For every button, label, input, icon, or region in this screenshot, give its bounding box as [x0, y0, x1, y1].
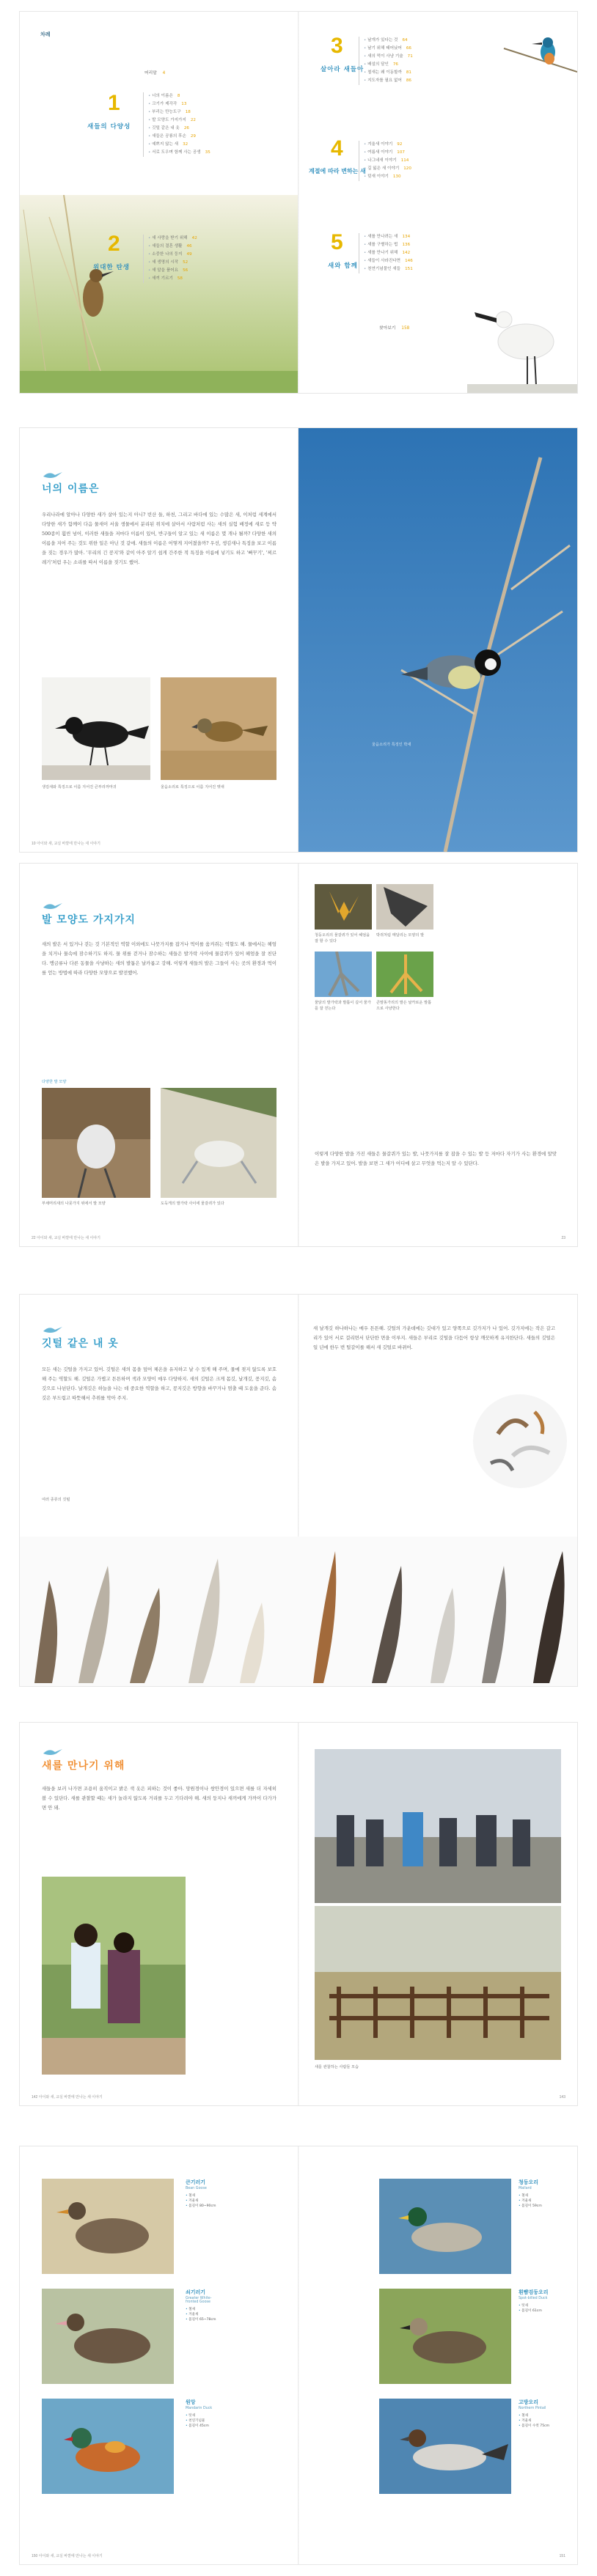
bean-goose-photo: [42, 2179, 174, 2274]
toc-item-page: 136: [402, 243, 411, 247]
species-info: • 철새: [186, 2307, 218, 2312]
toc-item-page: 35: [205, 150, 210, 155]
mallard-photo: [379, 2179, 511, 2274]
toc-item[interactable]: [148, 243, 197, 251]
toc-item-page: 92: [397, 142, 403, 147]
fence-field-photo: [315, 1906, 561, 2060]
crow-photo: [42, 677, 150, 780]
toc-right-page: [298, 12, 577, 393]
toc-item-page: 64: [402, 38, 408, 43]
toc-section-5-number: 5: [331, 230, 343, 254]
toc-item-title: 나그네새 이야기: [367, 158, 397, 163]
white-fronted-goose-photo: [42, 2289, 174, 2384]
species-english: Mandarin Duck: [186, 2407, 213, 2410]
toc-item[interactable]: [148, 267, 197, 275]
toc-item-page: 151: [405, 267, 413, 271]
heron-feet-photo: [42, 1088, 150, 1198]
toc-item-page: 58: [177, 276, 183, 281]
meet-left-page: [20, 1723, 298, 2105]
species-info: • 텃새: [186, 2413, 218, 2418]
name-right-page: [298, 428, 577, 852]
name-spread: [20, 428, 577, 852]
toc-item[interactable]: [148, 275, 197, 283]
hanging-foot-caption: 박쥐처럼 매달리는 모양의 발: [376, 933, 425, 938]
chapter-title: 발 모양도 가지가지: [42, 914, 136, 926]
webbed-foot-caption: 청둥오리의 물갈퀴가 있어 헤엄을 잘 할 수 있다: [315, 933, 370, 943]
chapter-title: 깃털 같은 내 옷: [42, 1338, 119, 1350]
species-info: • 몸길이 59cm: [519, 2204, 551, 2209]
crow-caption: 생김새와 특징으로 이름 지어진 큰부리까마귀: [42, 785, 117, 790]
toc-section-1-title: 새들의 다양성: [87, 123, 131, 130]
bird-logo-icon: [42, 1324, 64, 1334]
crab-photo: [161, 1088, 276, 1198]
toc-item-title: 지도자를 필요 없어: [367, 78, 402, 83]
toc-item-title: 날기 위해 태어났어: [367, 46, 402, 51]
toc-item[interactable]: [364, 157, 411, 165]
toc-item-title: 새 사랑을 받기 위해: [152, 236, 188, 240]
hanging-foot-photo: [376, 884, 433, 930]
toc-item-title: 날개가 있다는 것: [367, 38, 398, 43]
page-number-right: 151: [559, 2554, 565, 2558]
page-number-right: 143: [559, 2095, 565, 2100]
folio-number: 142: [32, 2095, 38, 2100]
toc-index[interactable]: [379, 324, 409, 331]
page-number-left: [32, 1235, 100, 1240]
toc-item-title: 새를 만나려는 새: [367, 235, 398, 239]
toc-item-page: 46: [186, 244, 192, 249]
mandarin-duck-photo: [42, 2399, 174, 2494]
toc-item-page: 56: [183, 268, 188, 273]
heron-feet-caption: 부채머리새의 나뭇가지 위에서 발 모양: [42, 1201, 106, 1206]
bird-logo-icon: [42, 469, 64, 479]
species-info: • 겨울새: [519, 2418, 551, 2424]
toc-section-3-title: 살아라 새들아: [321, 66, 365, 73]
toc-item-title: 여름새 이야기: [367, 150, 393, 155]
folio-number: 150: [32, 2554, 38, 2558]
toc-item[interactable]: [364, 45, 413, 53]
toc-item[interactable]: [364, 241, 413, 249]
toc-item[interactable]: [148, 235, 197, 243]
toc-item-title: 새를 만나기 위해: [367, 251, 398, 255]
toc-item-title: 새들의 결혼 생활: [152, 244, 183, 249]
page-number-right: 23: [561, 1236, 565, 1240]
species-english: Greater White-fronted Goose: [186, 2297, 212, 2304]
toc-item-page: 120: [403, 166, 411, 171]
great-tit-photo: [298, 428, 577, 852]
toc-item[interactable]: [364, 77, 413, 85]
toc-item[interactable]: [364, 53, 413, 61]
toc-item-title: 발 모양도 가지가지: [152, 118, 186, 122]
toc-section-1-number: 1: [108, 91, 120, 115]
coot-foot-caption: 물닭의 발가락과 발톱이 길어 물가를 잘 걷는다: [315, 1001, 371, 1011]
feather-circle-photo: [469, 1383, 571, 1500]
toc-item[interactable]: [364, 37, 413, 45]
name-left-page: [20, 428, 298, 852]
toc-section-1-list: [143, 92, 210, 157]
toc-left-page: [20, 12, 298, 393]
species-card: [519, 2399, 551, 2429]
toc-item-title: 겨울새 이야기: [367, 142, 393, 147]
page-number-left: [32, 841, 100, 846]
species-card: [519, 2289, 551, 2314]
species-info: • 텃새: [519, 2303, 551, 2308]
great-tit-caption: 울음소리가 특징인 박새: [372, 743, 411, 747]
toc-item-title: 새끼 기르기: [152, 276, 173, 281]
species-info: • 철새: [186, 2193, 218, 2198]
running-title: 아이와 새, 교실 바깥에 만나는 새 이야기: [36, 842, 100, 846]
toc-item-title: 철새는 왜 이동할까: [367, 70, 402, 75]
feather-strip-photo: [20, 1537, 577, 1686]
toc-item-page: 29: [190, 134, 196, 139]
toc-section-4-title: 계절에 따라 변하는 새: [309, 168, 366, 174]
page-number-left: [32, 2553, 103, 2558]
buzzard-foot-caption: 큰말똥가리의 발은 날카로운 발톱으로 사냥한다: [376, 1001, 432, 1011]
species-info: • 몸길이 45cm: [186, 2424, 218, 2429]
toc-item-page: 66: [406, 46, 411, 51]
toc-item-title: 크기가 제각각: [152, 102, 177, 106]
toc-item-page: 114: [400, 158, 409, 163]
toc-item-title: 새의 먹이 사냥 기술: [367, 54, 403, 59]
species-english: Bean Goose: [186, 2187, 207, 2190]
folio-number: 22: [32, 1236, 36, 1240]
toc-item[interactable]: [364, 69, 413, 77]
meet-right-page: [298, 1723, 577, 2105]
toc-item-title: 길 잃은 새 이야기: [367, 166, 400, 171]
toc-item[interactable]: [148, 108, 210, 117]
toc-item-page: 52: [183, 260, 188, 265]
body-text: 모든 새는 깃털을 가지고 있어. 깃털은 새의 몸을 덮어 체온을 유지하고 날 수 있게 해 주며, 물에 젖지 않도록 보호해 주는 역할도 해. 깃털은 가볍고 튼튼하며 색과 모양이 매우 다양하지. 새의 깃털은 크게 몸깃, 날개깃, 꽁지깃, 솜깃으로 나뉜단다. 날개깃은 하늘을 나는 데 중요한 역할을 하고, 꽁지깃은 방향을 바꾸거나 멈출 때 도움을 준다. 솜깃은 부드럽고 따뜻해서 추위를 막아 주지.: [42, 1366, 276, 1401]
toc-item[interactable]: [364, 257, 413, 265]
toc-item-title: 너의 이름은: [152, 94, 173, 98]
coot-foot-photo: [315, 952, 372, 997]
species-name: 원앙: [186, 2399, 196, 2405]
toc-item-page: 18: [185, 110, 191, 114]
running-title: 아이와 새, 교실 바깥에 만나는 새 이야기: [38, 2095, 103, 2100]
body-text-right: 새 날개깃 하나하나는 매우 튼튼해. 깃털의 가운데에는 깃대가 있고 양쪽으로 깃가지가 나 있어. 깃가지에는 작은 갈고리가 있어 서로 걸리면서 단단한 면을 이루지. 새들은 부리로 깃털을 다듬어 항상 깨끗하게 유지한단다. 새들의 깃털은 일 년에 한두 번 털갈이를 해서 새 깃털로 바뀌어.: [313, 1325, 555, 1350]
body-text: 새의 발은 서 있거나 걷는 것 기본적인 역할 이외에도 나뭇가지를 잡거나 먹이를 움켜쥐는 역할도 해. 물에서는 헤엄을 치거나 물속에 잠수하기도 하지. 물 위를 걷거나 잠수하는 새들은 발가락 사이에 물갈퀴가 있어 헤엄을 잘 친단다. 맹금류나 다른 동물을 사냥하는 새의 발톱은 날카롭고 강해. 이렇게 새들의 발은 그들이 사는 곳의 환경과 먹이를 얻는 방법에 따라 다양한 모양으로 발전했어.: [42, 941, 276, 976]
toc-item-title: 부리는 만능도구: [152, 110, 181, 114]
species-info: • 철새: [519, 2193, 551, 2198]
species-info: • 철새: [519, 2413, 551, 2418]
toc-item[interactable]: [364, 265, 413, 273]
toc-label: 차례: [40, 32, 51, 37]
toc-spread: [20, 12, 577, 393]
webbed-foot-photo: [315, 884, 372, 930]
species-info: • 겨울새: [186, 2198, 218, 2204]
toc-item-title: 천연기념물인 새들: [367, 267, 401, 271]
toc-item-page: 146: [405, 259, 413, 263]
species-name: 쇠기러기: [186, 2289, 206, 2295]
feet-spread: [20, 864, 577, 1246]
feather-caption: 여러 종류의 깃털: [42, 1498, 70, 1502]
feather-spread: [20, 1295, 577, 1686]
toc-intro-page: 4: [162, 71, 166, 76]
toc-item[interactable]: [364, 173, 411, 181]
toc-section-4-number: 4: [331, 136, 343, 161]
species-info: • 몸길이 80~90cm: [186, 2204, 218, 2209]
toc-section-5-title: 새와 함께: [328, 262, 358, 270]
toc-item[interactable]: [148, 125, 210, 133]
species-name: 흰뺨검둥오리: [519, 2289, 549, 2295]
chapter-title: 너의 이름은: [42, 483, 100, 495]
species-name: 고방오리: [519, 2399, 539, 2405]
toc-section-5-list: [359, 233, 413, 273]
toc-item-page: 13: [181, 102, 187, 106]
species-english: Mallard: [519, 2187, 532, 2190]
toc-intro[interactable]: [144, 69, 165, 76]
feet-left-page: [20, 864, 298, 1246]
meet-spread: [20, 1723, 577, 2105]
toc-item-page: 32: [183, 142, 188, 147]
toc-item[interactable]: [364, 233, 413, 241]
crab-caption: 도둑게의 발가락 사이에 물갈퀴가 있다: [161, 1201, 224, 1206]
toc-item-page: 107: [397, 150, 405, 155]
toc-item-title: 서로 도우며 함께 사는 공생: [152, 150, 201, 155]
species-english: Northern Pintail: [519, 2407, 546, 2410]
birdwatchers-caption: 새를 관찰하는 사람들 모습: [315, 2065, 359, 2069]
toc-index-page: 158: [401, 326, 410, 331]
species-info: • 몸길이 수컷 75cm: [519, 2424, 551, 2429]
toc-item[interactable]: [148, 92, 210, 100]
species-card: [186, 2399, 218, 2429]
toc-item-page: 86: [406, 78, 411, 83]
page-number-left: [32, 2094, 103, 2100]
toc-item-page: 49: [186, 252, 192, 257]
spot-billed-duck-photo: [379, 2289, 511, 2384]
toc-item-page: 26: [183, 126, 189, 130]
feet-small-heading: 다양한 발 모양: [42, 1080, 67, 1084]
toc-item-title: 텃새 이야기: [367, 174, 389, 179]
toc-item-title: 새 알을 품어요: [152, 268, 179, 273]
species-info: • 천연기념물: [186, 2418, 218, 2424]
folio-number: 10: [32, 842, 36, 846]
toc-section-3-list: [359, 37, 413, 85]
toc-item-page: 81: [406, 70, 411, 75]
toc-section-2-list: [143, 235, 197, 283]
warbler-photo: [20, 195, 298, 393]
species-info: • 몸길이 61cm: [519, 2308, 551, 2314]
bunting-photo: [161, 677, 276, 780]
toc-index-label: 찾아보기: [379, 326, 396, 331]
species-card: [186, 2179, 218, 2209]
toc-item-title: 새를 구별하는 법: [367, 243, 398, 247]
toc-item[interactable]: [148, 133, 210, 141]
species-info: • 몸길이 65~78cm: [186, 2317, 218, 2322]
toc-section-3-number: 3: [331, 34, 343, 58]
toc-item[interactable]: [148, 259, 197, 267]
toc-section-4-list: [359, 141, 411, 181]
kids-binoculars-photo: [42, 1877, 186, 2075]
species-spread: [20, 2146, 577, 2564]
species-info: • 겨울새: [186, 2312, 218, 2317]
toc-item-page: 142: [402, 251, 411, 255]
body-text: 새들을 보러 나가면 조용히 움직이고 밝은 색 옷은 피하는 것이 좋아. 망원경이나 쌍안경이 있으면 새를 더 자세히 볼 수 있단다. 새를 관찰할 때는 새가 놀라지 않도록 거리를 두고 기다려야 해. 새의 둥지나 새끼에게 가까이 다가가면 안 돼.: [42, 1786, 276, 1811]
toc-item-page: 130: [392, 174, 401, 179]
toc-item-page: 71: [407, 54, 413, 59]
toc-section-2-number: 2: [108, 232, 120, 256]
toc-item-title: 새들이 사라진다면: [367, 259, 401, 263]
toc-item-page: 22: [190, 118, 196, 122]
species-card: [519, 2179, 551, 2209]
body-text: 우리나라에 알아나 다양한 새가 살아 있는지 아니? 빈산 들, 하천, 그리고 바다에 있는 수많은 새, 이처럼 세계에서 다양한 새가 함께이 다음 물새이 서울 생물에서 분리된 위치에 살아서 사람처럼 사는 새의 실험 배정에 새로 등 약 500종이 훨씬 넘어, 이러한 새들을 저마다 이름이 있어, 반구들이 알고 있는 새 이름은 몇 개나 될까? 다양한 새의 이름을 지어 주는 것도 위한 일은 아닌 것 같애. 새들의 이름은 어떻게 지어졌을까? 우선, 생김새나 특징을 보고 이름을 짓는 경우가 많아. '무리의 긴 꽁지'와 같이 아주 알기 쉽게 간주한 적 특징을 이름에 넣기도 하고 '뻐꾸기', '찌르레기'처럼 우는 소리를 따서 이름을 짓기도 했어.: [42, 512, 276, 565]
toc-item-page: 134: [402, 235, 411, 239]
buzzard-foot-photo: [376, 952, 433, 997]
toc-item-title: 깃털 같은 내 옷: [152, 126, 180, 130]
kingfisher-photo: [497, 26, 577, 78]
bird-logo-icon: [42, 900, 64, 910]
species-info: • 겨울새: [519, 2198, 551, 2204]
running-title: 아이와 새, 교실 바깥에 만나는 새 이야기: [36, 1236, 100, 1240]
toc-item[interactable]: [148, 141, 210, 149]
toc-item[interactable]: [148, 117, 210, 125]
chapter-title: 새를 만나기 위해: [42, 1760, 125, 1772]
toc-item-title: 새들은 공룡의 후손: [152, 134, 186, 139]
toc-item-page: 8: [177, 94, 180, 98]
toc-item[interactable]: [148, 251, 197, 259]
toc-item[interactable]: [364, 149, 411, 157]
pintail-photo: [379, 2399, 511, 2494]
species-name: 청둥오리: [519, 2179, 539, 2185]
spoonbill-photo: [467, 283, 577, 393]
toc-item[interactable]: [364, 61, 413, 69]
toc-item-title: 예쁘지 않는 새: [152, 142, 179, 147]
toc-item[interactable]: [364, 165, 411, 173]
species-english: Spot-billed Duck: [519, 2297, 548, 2300]
toc-item[interactable]: [364, 249, 413, 257]
species-name: 큰기러기: [186, 2179, 206, 2185]
species-card: [186, 2289, 218, 2322]
bird-logo-icon: [42, 1746, 64, 1756]
birdwatchers-photo: [315, 1749, 561, 1903]
feet-right-page: [298, 864, 577, 1246]
toc-item[interactable]: [148, 100, 210, 108]
toc-intro-label: 머리말: [144, 71, 157, 76]
body-text-right: 이렇게 다양한 발을 가진 새들은 물갈퀴가 있는 발, 나뭇가지를 잘 잡을 수 있는 발 등 저마다 자기가 사는 환경에 알맞은 발을 가지고 있어. 발을 보면 그 새가 어디에 살고 무엇을 먹는지 알 수 있단다.: [315, 1151, 557, 1166]
toc-item-title: 새 생명의 시작: [152, 260, 179, 265]
toc-item-title: 소중한 나의 둥지: [152, 252, 183, 257]
species-left-page: [20, 2146, 298, 2564]
toc-section-2-title: 위대한 탄생: [93, 264, 131, 271]
toc-item[interactable]: [148, 149, 210, 157]
species-right-page: [298, 2146, 577, 2564]
toc-item-title: 배설의 달인: [367, 62, 389, 67]
bunting-caption: 울음소리로 특징으로 이름 지어진 멧새: [161, 785, 224, 790]
toc-item[interactable]: [364, 141, 411, 149]
running-title: 아이와 새, 교실 바깥에 만나는 새 이야기: [38, 2554, 103, 2558]
toc-item-page: 42: [191, 236, 197, 240]
toc-item-page: 76: [392, 62, 398, 67]
